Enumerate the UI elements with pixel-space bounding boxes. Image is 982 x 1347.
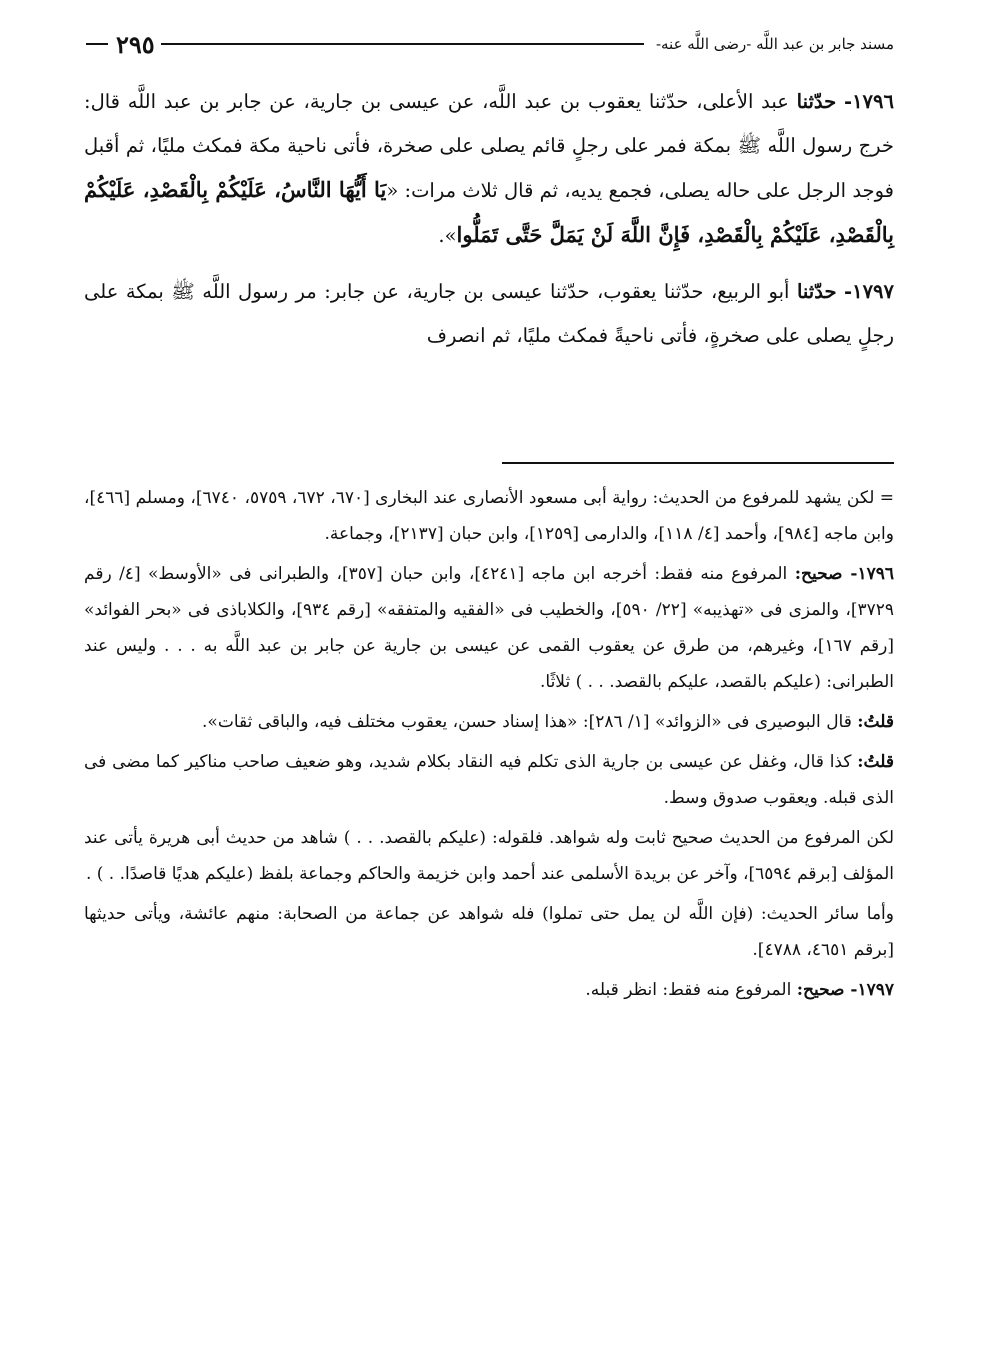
hadith-number: ١٧٩٦- — [843, 90, 894, 113]
page-number-block — [78, 30, 155, 59]
footnote-remaining — [84, 896, 894, 968]
footnote-qultu-2 — [84, 744, 894, 816]
footnotes — [84, 480, 894, 1012]
hadith-lead: حدّثنا — [796, 90, 837, 113]
page-number: ٢٩٥ — [116, 29, 155, 59]
footnote-1797 — [84, 972, 894, 1008]
footnote-prefix: ١٧٩٦- صحيح: — [794, 564, 895, 584]
hadith-1797 — [84, 270, 894, 358]
footnote-prefix: ١٧٩٧- صحيح: — [796, 980, 894, 1000]
footnote-text: = لكن يشهد للمرفوع من الحديث: رواية أبى مسعود الأنصارى عند البخارى [٦٧٠، ٦٧٢، ٥٧٥٩، ٦٧٤٠]، ومسلم [٤٦٦]، وابن ماجه [٩٨٤]، وأحمد [٤/ ١١٨]، والدارمى [١٢٥٩]، وابن حبان [٢١٣٧]، وجماعة. — [84, 488, 895, 544]
hadith-quote: يَا أَيُّهَا النَّاسُ، عَلَيْكُمْ بِالْقَصْدِ، عَلَيْكُمْ بِالْقَصْدِ، عَلَيْكُمْ بِالْقَصْدِ، فَإِنَّ اللَّهَ لَنْ يَمَلَّ حَتَّى تَمَلُّوا — [84, 177, 894, 247]
footnote-text: لكن المرفوع من الحديث صحيح ثابت وله شواهد. فلقوله: (عليكم بالقصد. . . ) شاهد من حديث أبى هريرة يأتى عند المؤلف [برقم ٦٥٩٤]، وآخر عن بريدة الأسلمى عند أحمد وابن خزيمة والحاكم وجماعة بلفظ (عليكم هديًا قاصدًا. . ) . — [84, 828, 894, 884]
footnote-prefix: قلتُ: — [857, 712, 894, 732]
footnote-shawahid — [84, 820, 894, 892]
footnote-text: المرفوع منه فقط: انظر قبله. — [585, 980, 792, 1000]
footnote-separator — [502, 462, 894, 464]
footnote-text: وأما سائر الحديث: (فإن اللَّه لن يمل حتى تملوا) فله شواهد عن جماعة من الصحابة: منهم عائشة، ويأتى حديثها [برقم ٤٦٥١، ٤٧٨٨]. — [84, 904, 894, 960]
hadith-text-end: ». — [438, 224, 457, 247]
footnote-continuation — [84, 480, 894, 552]
hadith-text: عبد الأعلى، حدّثنا يعقوب بن عبد اللَّه، عن عيسى بن جارية، عن جابر بن عبد اللَّه قال: خرج رسول اللَّه ﷺ بمكة فمر على رجلٍ قائم يصلى على صخرة، فأتى ناحية مكة فمكث مليًا، ثم أقبل فوجد الرجل على حاله يصلى، فجمع يديه، ثم قال ثلاث مرات: « — [84, 90, 894, 202]
footnote-text: كذا قال، وغفل عن عيسى بن جارية الذى تكلم فيه النقاد بكلام شديد، وهو ضعيف صاحب مناكير كما مضى فى الذى قبله. ويعقوب صدوق وسط. — [84, 752, 894, 808]
hadith-1796 — [84, 80, 894, 258]
hadith-number: ١٧٩٧- — [844, 280, 895, 303]
footnote-prefix: قلتُ: — [857, 752, 895, 772]
hadith-lead: حدّثنا — [796, 280, 837, 303]
footnote-text: قال البوصيرى فى «الزوائد» [١/ ٢٨٦]: «هذا إسناد حسن، يعقوب مختلف فيه، والباقى ثقات». — [202, 712, 852, 732]
running-title: مسند جابر بن عبد اللَّه -رضى اللَّه عنه- — [655, 35, 894, 53]
page-number-dash — [86, 43, 108, 45]
main-text — [84, 80, 894, 370]
header-rule — [161, 43, 644, 45]
hadith-text: أبو الربيع، حدّثنا يعقوب، حدّثنا عيسى بن جارية، عن جابر: مر رسول اللَّه ﷺ بمكة على رجلٍ يصلى على صخرةٍ، فأتى ناحيةً فمكث مليًا، ثم انصرف — [84, 280, 894, 347]
footnote-1796 — [84, 556, 894, 700]
footnote-qultu-1 — [84, 704, 894, 740]
page-header — [78, 26, 894, 62]
footnote-text: المرفوع منه فقط: أخرجه ابن ماجه [٤٢٤١]، وابن حبان [٣٥٧]، والطبرانى فى «الأوسط» [٤/ رقم ٣٧٢٩]، والمزى فى «تهذيبه» [٢٢/ ٥٩٠]، والخطيب فى «الفقيه والمتفقه» [رقم ٩٣٤]، والكلاباذى فى «بحر الفوائد» [رقم ١٦٧]، وغيرهم، من طرق عن يعقوب القمى عن عيسى بن جارية عن جابر بن عبد اللَّه به . . . وليس عند الطبرانى: (عليكم بالقصد، عليكم بالقصد. . . ) ثلاثًا. — [84, 564, 895, 692]
